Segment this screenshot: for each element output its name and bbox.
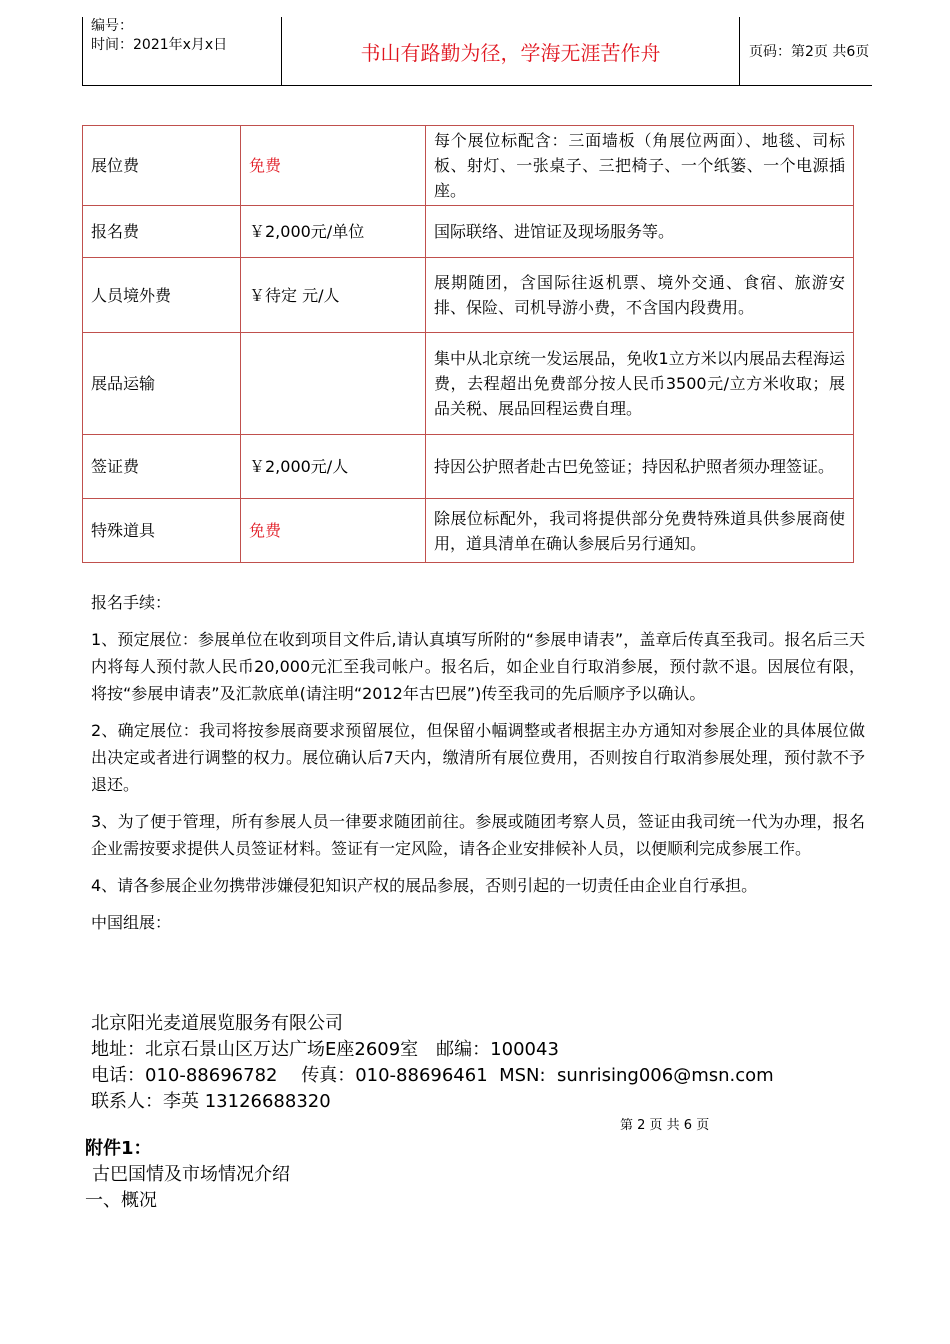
procedure-item: 1、预定展位：参展单位在收到项目文件后,请认真填写所附的“参展申请表”，盖章后传真至我司。报名后三天内将每人预付款人民币20,000元汇至我司帐户。报名后，如企业自行取消参展，预付款不退。因展位有限，将按“参展申请表”及汇款底单(请注明“2012年古巴展”)传至我司的先后顺序予以确认。: [91, 630, 865, 703]
header-motto: 书山有路勤为径，学海无涯苦作舟: [282, 17, 740, 85]
fee-desc: 每个展位标配含：三面墙板（角展位两面）、地毯、司标板、射灯、一张桌子、三把椅子、一个纸篓、一个电源插座。: [426, 126, 854, 206]
procedure-item: 4、请各参展企业勿携带涉嫌侵犯知识产权的展品参展，否则引起的一切责任由企业自行承担。: [91, 876, 758, 895]
fee-price: [241, 333, 426, 435]
appendix-title: 古巴国情及市场情况介绍: [92, 1164, 290, 1185]
fee-row: [83, 435, 854, 499]
header-meta: [82, 17, 282, 85]
fee-row: [83, 126, 854, 206]
page-header: [82, 17, 872, 86]
appendix-label: 附件1：: [85, 1138, 152, 1159]
appendix-block: [85, 1136, 859, 1214]
fee-desc: 持因公护照者赴古巴免签证；持因私护照者须办理签证。: [426, 435, 854, 499]
fee-name: 签证费: [83, 435, 241, 499]
header-page-info: 页码：第2页 共6页: [749, 44, 870, 60]
organizer-contact: 电话：010-88696782 传真：010-88696461 MSN: sunrising006@msn.com: [91, 1065, 774, 1086]
fee-name: 人员境外费: [83, 258, 241, 333]
procedure-item: 3、为了便于管理，所有参展人员一律要求随团前往。参展或随团考察人员，签证由我司统一代为办理，报名企业需按要求提供人员签证材料。签证有一定风险，请各企业安排候补人员，以便顺利完成参展工作。: [91, 812, 865, 858]
fee-row: [83, 499, 854, 563]
page-footer: 第 2 页 共 6 页: [620, 1118, 710, 1133]
fee-desc: 国际联络、进馆证及现场服务等。: [426, 206, 854, 258]
fee-desc: 除展位标配外，我司将提供部分免费特殊道具供参展商使用，道具清单在确认参展后另行通知。: [426, 499, 854, 563]
procedure-title: 报名手续：: [91, 593, 172, 612]
organizer-block: [91, 1011, 865, 1115]
procedure-section: [91, 589, 865, 936]
time-label: 时间：2021年x月x日: [91, 37, 228, 53]
organizer-address: 地址：北京石景山区万达广场E座2609室 邮编：100043: [91, 1039, 559, 1060]
organizer-person: 联系人：李英 13126688320: [91, 1091, 331, 1112]
fee-price: 免费: [241, 126, 426, 206]
fee-price: 免费: [241, 499, 426, 563]
fee-price: ￥待定 元/人: [241, 258, 426, 333]
fee-price: ￥2,000元/单位: [241, 206, 426, 258]
procedure-item: 2、确定展位：我司将按参展商要求预留展位，但保留小幅调整或者根据主办方通知对参展企业的具体展位做出决定或者进行调整的权力。展位确认后7天内，缴清所有展位费用，否则按自行取消参展处理，预付款不予退还。: [91, 721, 865, 794]
appendix-section: 一、概况: [85, 1190, 157, 1211]
fee-desc: 展期随团，含国际往返机票、境外交通、食宿、旅游安排、保险、司机导游小费，不含国内段费用。: [426, 258, 854, 333]
fee-table: [82, 125, 854, 563]
fee-row: [83, 258, 854, 333]
fee-name: 报名费: [83, 206, 241, 258]
fee-name: 特殊道具: [83, 499, 241, 563]
fee-desc: 集中从北京统一发运展品，免收1立方米以内展品去程海运费，去程超出免费部分按人民币3500元/立方米收取；展品关税、展品回程运费自理。: [426, 333, 854, 435]
fee-name: 展品运输: [83, 333, 241, 435]
organizer-title: 中国组展：: [91, 913, 172, 932]
serial-label: 编号：: [91, 18, 133, 34]
fee-row: [83, 333, 854, 435]
fee-price: ￥2,000元/人: [241, 435, 426, 499]
fee-name: 展位费: [83, 126, 241, 206]
organizer-company: 北京阳光麦道展览服务有限公司: [91, 1013, 343, 1034]
fee-row: [83, 206, 854, 258]
